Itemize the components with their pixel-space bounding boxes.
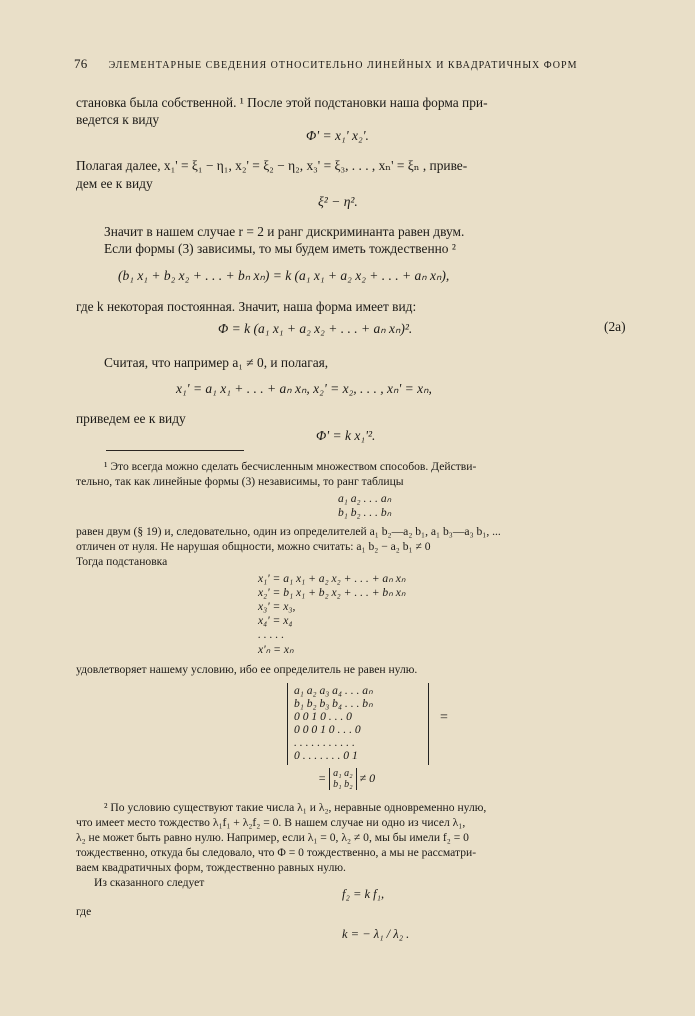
- running-title: ЭЛЕМЕНТАРНЫЕ СВЕДЕНИЯ ОТНОСИТЕЛЬНО ЛИНЕЙНЫХ И КВАДРАТИЧНЫХ ФОРМ: [108, 60, 578, 71]
- body-line: Значит в нашем случае r = 2 и ранг дискриминанта равен двум.: [104, 224, 465, 239]
- footnote-line: тельно, так как линейные формы (3) независимы, то ранг таблицы: [76, 475, 404, 488]
- footnote-line: что имеет место тождество λ₁f₁ + λ₂f₂ = 0. В нашем случае ни одно из чисел λ₁,: [76, 816, 466, 829]
- equals-sign: =: [440, 710, 448, 725]
- equation: (b₁ x₁ + b₂ x₂ + . . . + bₙ xₙ) = k (a₁ x₁ + a₂ x₂ + . . . + aₙ xₙ),: [118, 268, 450, 283]
- footnote-line: ваем квадратичных форм, тождественно равных нулю.: [76, 861, 346, 874]
- equation: k = − λ₁ / λ₂ .: [342, 927, 410, 941]
- footnote-line: ¹ Это всегда можно сделать бесчисленным множеством способов. Действи-: [104, 460, 477, 473]
- substitution-line: x₁' = a₁ x₁ + a₂ x₂ + . . . + aₙ xₙ: [258, 572, 406, 585]
- footnote-line: где: [76, 905, 92, 918]
- determinant-row: 0 0 0 1 0 . . . 0: [294, 723, 361, 736]
- footnote-line: тождественно, откуда бы следовало, что Φ = 0 тождественно, а мы не рассматри-: [76, 846, 477, 859]
- footnote-line: удовлетворяет нашему условию, ибо ее определитель не равен нулю.: [76, 663, 418, 676]
- footnote-line: ² По условию существуют такие числа λ₁ и λ₂, неравные одновременно нулю,: [104, 801, 487, 814]
- page-number: 76: [74, 56, 88, 71]
- footnote-rule: [106, 450, 244, 451]
- equation: Φ = k (a₁ x₁ + a₂ x₂ + . . . + aₙ xₙ)².: [218, 321, 413, 336]
- equation: Φ' = x₁' x₂'.: [306, 128, 369, 143]
- not-equal-zero: ≠ 0: [359, 770, 376, 785]
- matrix-row: b₁ b₂ . . . bₙ: [338, 506, 392, 519]
- determinant-row: 0 . . . . . . . 0 1: [294, 749, 358, 762]
- determinant: [287, 683, 429, 765]
- footnote-line: Из сказанного следует: [94, 876, 205, 889]
- body-line: Полагая далее, x₁' = ξ₁ − η₁, x₂' = ξ₂ − η₂, x₃' = ξ₃, . . . , xₙ' = ξₙ , приве-: [76, 158, 468, 173]
- equation: ξ² − η².: [318, 194, 358, 209]
- matrix-row: a₁ a₂ . . . aₙ: [338, 492, 392, 505]
- body-line: Считая, что например a₁ ≠ 0, и полагая,: [104, 355, 329, 370]
- body-line: дем ее к виду: [76, 176, 153, 191]
- body-line: ведется к виду: [76, 112, 160, 127]
- determinant-row: b₁ b₂: [333, 779, 353, 790]
- equation: x₁' = a₁ x₁ + . . . + aₙ xₙ, x₂' = x₂, . . . , xₙ' = xₙ,: [176, 381, 432, 396]
- equation: f₂ = k f₁,: [342, 887, 385, 901]
- substitution-line: x₃' = x₃,: [258, 600, 296, 613]
- body-line: где k некоторая постоянная. Значит, наша форма имеет вид:: [76, 299, 417, 314]
- footnote-line: λ₂ не может быть равно нулю. Например, если λ₁ = 0, λ₂ ≠ 0, мы бы имели f₂ = 0: [76, 831, 469, 844]
- determinant-row: 0 0 1 0 . . . 0: [294, 710, 352, 723]
- equation-number: (2a): [604, 319, 626, 334]
- determinant-row: a₁ a₂ a₃ a₄ . . . aₙ: [294, 684, 373, 697]
- footnote-line: Тогда подстановка: [76, 555, 168, 568]
- body-line: приведем ее к виду: [76, 411, 186, 426]
- substitution-line: x₄' = x₄: [258, 614, 293, 627]
- body-line: Если формы (3) зависимы, то мы будем иметь тождественно ²: [104, 241, 456, 256]
- substitution-line: x₂' = b₁ x₁ + b₂ x₂ + . . . + bₙ xₙ: [258, 586, 406, 599]
- footnote-line: равен двум (§ 19) и, следовательно, один из определителей a₁ b₂—a₂ b₁, a₁ b₃—a₃ b₁, ...: [76, 525, 501, 538]
- determinant-2x2: [329, 768, 356, 790]
- substitution-line: . . . . .: [258, 628, 285, 641]
- footnote-line: отличен от нуля. Не нарушая общности, можно считать: a₁ b₂ − a₂ b₁ ≠ 0: [76, 540, 431, 553]
- determinant-row: b₁ b₂ b₃ b₄ . . . bₙ: [294, 697, 373, 710]
- small-determinant: [318, 768, 375, 790]
- determinant-row: . . . . . . . . . . .: [294, 736, 355, 749]
- equals-sign: =: [318, 770, 327, 785]
- body-line: становка была собственной. ¹ После этой подстановки наша форма при-: [76, 95, 488, 110]
- running-header: [74, 56, 634, 72]
- equation: Φ' = k x₁'².: [316, 428, 376, 443]
- determinant-row: a₁ a₂: [333, 768, 353, 779]
- substitution-line: x'ₙ = xₙ: [258, 643, 294, 656]
